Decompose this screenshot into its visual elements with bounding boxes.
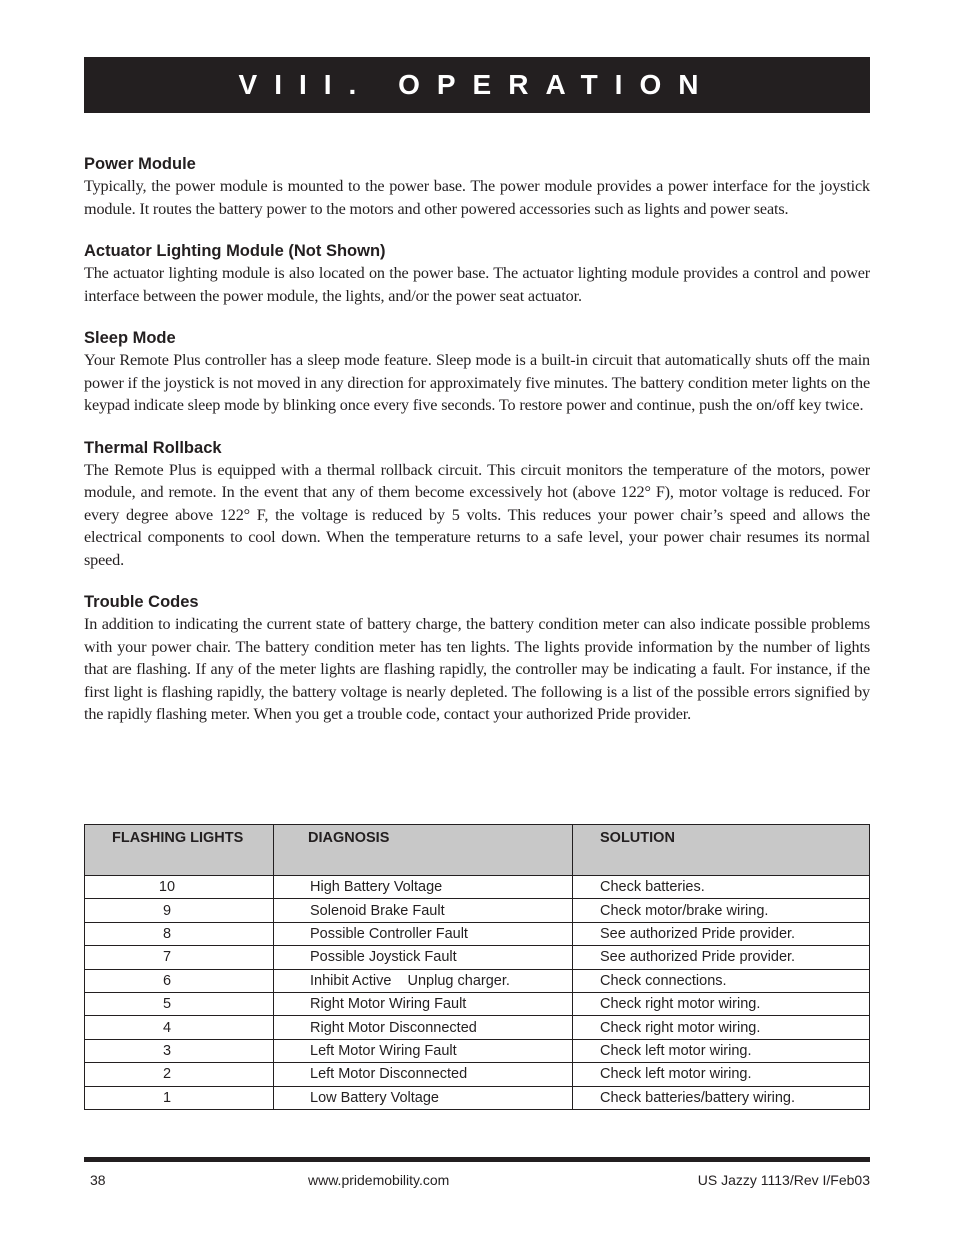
trouble-codes-table <box>84 824 870 1110</box>
diagnosis-cell: Low Battery Voltage <box>274 1086 573 1109</box>
diagnosis-cell: Left Motor Wiring Fault <box>274 1039 573 1062</box>
flashing-lights-cell: 10 <box>85 876 274 899</box>
section-body: Your Remote Plus controller has a sleep mode feature. Sleep mode is a built-in circuit that automatically shuts off the main power if the joystick is not moved in any direction for approximately five minutes. The battery condition meter lights on the keypad indicate sleep mode by blinking once every five seconds. To restore power and continue, push the on/off key twice. <box>84 351 870 414</box>
solution-cell: Check left motor wiring. <box>573 1039 870 1062</box>
chapter-title-banner <box>84 57 870 113</box>
table-row <box>85 946 870 969</box>
solution-cell: Check batteries. <box>573 876 870 899</box>
table-row <box>85 1063 870 1086</box>
diagnosis-cell: Possible Joystick Fault <box>274 946 573 969</box>
column-header-solution: SOLUTION <box>573 825 870 876</box>
footer-divider <box>84 1157 870 1162</box>
table-row <box>85 1016 870 1039</box>
solution-cell: See authorized Pride provider. <box>573 946 870 969</box>
flashing-lights-cell: 5 <box>85 992 274 1015</box>
section-actuator-lighting-module <box>84 240 870 307</box>
section-heading: Trouble Codes <box>84 593 199 611</box>
diagnosis-cell: Possible Controller Fault <box>274 922 573 945</box>
section-heading: Power Module <box>84 155 196 173</box>
chapter-title: VIII. OPERATION <box>238 69 716 100</box>
solution-cell: Check connections. <box>573 969 870 992</box>
flashing-lights-cell: 1 <box>85 1086 274 1109</box>
footer-website: www.pridemobility.com <box>308 1172 450 1188</box>
diagnosis-cell: Right Motor Wiring Fault <box>274 992 573 1015</box>
diagnosis-cell: Right Motor Disconnected <box>274 1016 573 1039</box>
diagnosis-cell: Inhibit Active Unplug charger. <box>274 969 573 992</box>
section-body: Typically, the power module is mounted to the power base. The power module provides a power interface for the joystick module. It routes the battery power to the motors and other powered accessories such as lights and power seats. <box>84 177 870 218</box>
table-row <box>85 876 870 899</box>
section-body: The Remote Plus is equipped with a thermal rollback circuit. This circuit monitors the temperature of the motors, power module, and remote. In the event that any of them become excessively hot (above 122° F), motor voltage is reduced. For every degree above 122° F, the voltage is reduced by 5 volts. This reduces your power chair’s speed and allows the electrical components to cool down. When the temperature returns to a safe level, your power chair resumes its normal speed. <box>84 460 870 569</box>
flashing-lights-cell: 4 <box>85 1016 274 1039</box>
flashing-lights-cell: 2 <box>85 1063 274 1086</box>
section-body: In addition to indicating the current state of battery charge, the battery condition meter can also indicate possible problems with your power chair. The battery condition meter has ten lights. The lights provide information by the number of lights that are flashing. If any of the meter lights are flashing rapidly, the controller may be indicating a fault. For instance, if the first light is flashing rapidly, the battery voltage is nearly depleted. The following is a list of the possible errors signified by the rapidly flashing meter. When you get a trouble code, contact your authorized Pride provider. <box>84 615 870 723</box>
solution-cell: Check right motor wiring. <box>573 1016 870 1039</box>
solution-cell: Check right motor wiring. <box>573 992 870 1015</box>
table-row <box>85 922 870 945</box>
table-header-row <box>85 825 870 876</box>
table-row <box>85 969 870 992</box>
flashing-lights-cell: 9 <box>85 899 274 922</box>
diagnosis-cell: Left Motor Disconnected <box>274 1063 573 1086</box>
section-heading: Sleep Mode <box>84 329 176 347</box>
flashing-lights-cell: 7 <box>85 946 274 969</box>
flashing-lights-cell: 3 <box>85 1039 274 1062</box>
flashing-lights-cell: 8 <box>85 922 274 945</box>
solution-cell: Check batteries/battery wiring. <box>573 1086 870 1109</box>
flashing-lights-cell: 6 <box>85 969 274 992</box>
column-header-flashing-lights: FLASHING LIGHTS <box>85 825 274 876</box>
table-row <box>85 1039 870 1062</box>
diagnosis-cell: High Battery Voltage <box>274 876 573 899</box>
table-row <box>85 899 870 922</box>
section-trouble-codes <box>84 591 870 726</box>
solution-cell: Check left motor wiring. <box>573 1063 870 1086</box>
table-row <box>85 1086 870 1109</box>
column-header-diagnosis: DIAGNOSIS <box>274 825 573 876</box>
section-thermal-rollback <box>84 437 870 572</box>
section-heading: Thermal Rollback <box>84 438 222 457</box>
solution-cell: See authorized Pride provider. <box>573 922 870 945</box>
section-body: The actuator lighting module is also located on the power base. The actuator lighting module provides a control and power interface between the power module, the lights, and/or the power seat actuator. <box>84 264 870 305</box>
section-heading: Actuator Lighting Module (Not Shown) <box>84 242 386 260</box>
diagnosis-cell: Solenoid Brake Fault <box>274 899 573 922</box>
page-number: 38 <box>90 1172 106 1188</box>
section-sleep-mode <box>84 327 870 417</box>
main-content <box>84 153 870 746</box>
table-row <box>85 992 870 1015</box>
solution-cell: Check motor/brake wiring. <box>573 899 870 922</box>
footer-doc-id: US Jazzy 1113/Rev I/Feb03 <box>697 1172 870 1188</box>
section-power-module <box>84 153 870 220</box>
